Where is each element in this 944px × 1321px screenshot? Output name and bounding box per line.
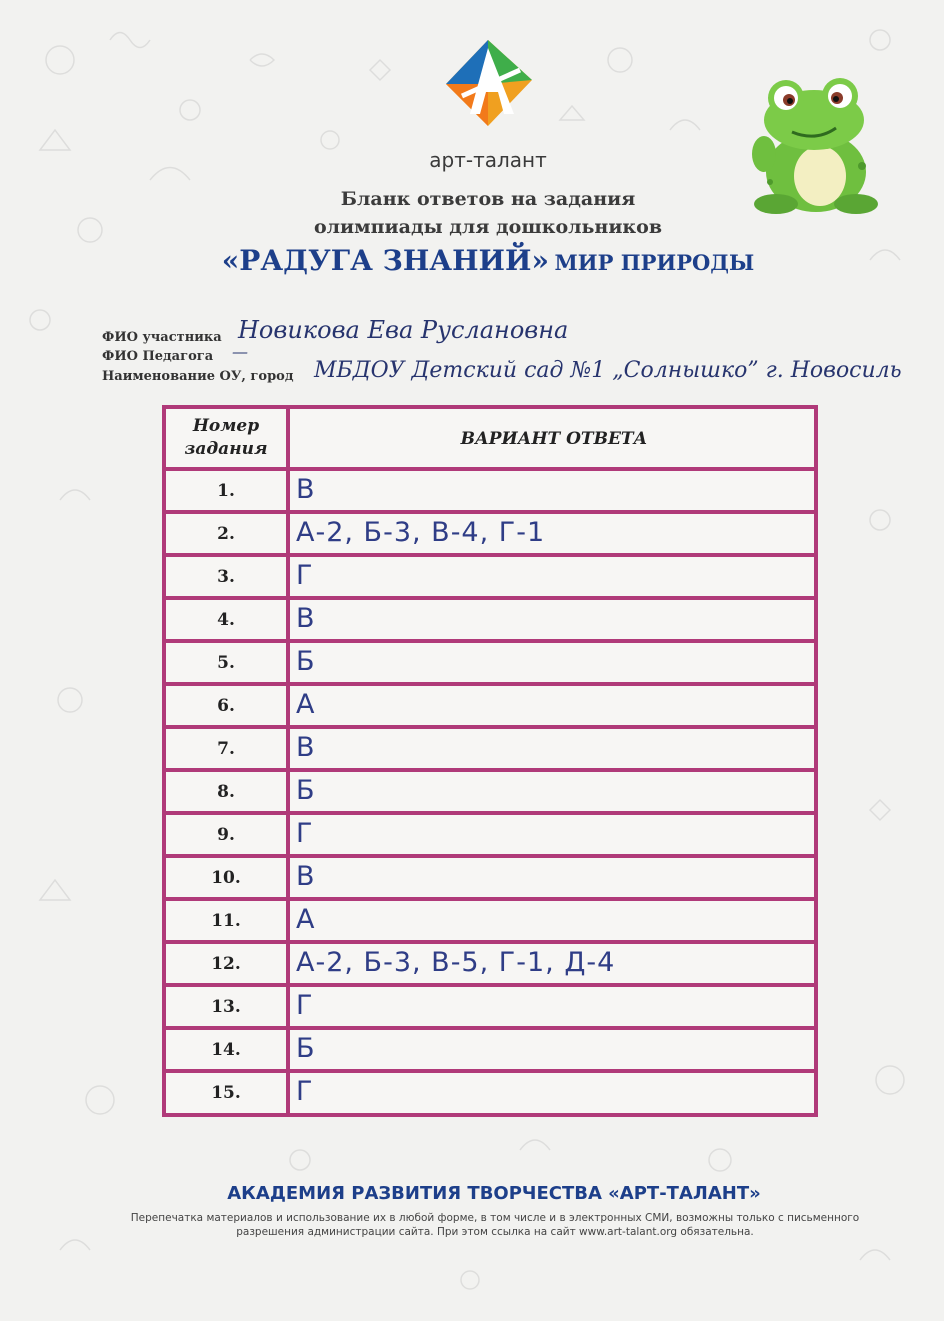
task-answer: Б (296, 646, 316, 677)
task-number: 15. (211, 1083, 241, 1103)
table-row (166, 1030, 814, 1069)
task-answer: Б (296, 1033, 316, 1064)
column-header-number (166, 415, 286, 461)
task-number: 13. (211, 997, 241, 1017)
olympiad-title-main: «РАДУГА ЗНАНИЙ» (221, 244, 549, 277)
task-number: 12. (211, 954, 241, 974)
task-number: 10. (211, 868, 241, 888)
task-answer: Г (296, 990, 314, 1021)
task-answer: А (296, 689, 316, 720)
heading-line-2: олимпиады для дошкольников (313, 216, 663, 238)
table-row (166, 514, 814, 553)
task-number: 14. (211, 1040, 241, 1060)
teacher-name: — (232, 342, 248, 361)
table-row (166, 901, 814, 940)
column-header-number-line-2: задания (184, 439, 268, 459)
task-answer: Г (296, 1076, 314, 1107)
answers-table (162, 405, 818, 1117)
table-row (166, 643, 814, 682)
table-row (166, 1073, 814, 1112)
participant-label: ФИО участника (102, 330, 222, 345)
school-label: Наименование ОУ, город (102, 369, 294, 384)
task-answer: В (296, 474, 316, 505)
task-number: 2. (217, 524, 235, 544)
heading-line-1: Бланк ответов на задания (340, 188, 636, 210)
table-row (166, 987, 814, 1026)
table-row (166, 557, 814, 596)
table-row (166, 729, 814, 768)
task-answer: А (296, 904, 316, 935)
table-row (166, 471, 814, 510)
table-row (166, 600, 814, 639)
school-name: МБДОУ Детский сад №1 „Солнышко” г. Новосиль (314, 358, 902, 383)
column-header-number-line-1: Номер (192, 416, 260, 436)
olympiad-title (0, 244, 944, 277)
brand-name: арт-талант (429, 148, 547, 172)
task-number: 8. (217, 782, 235, 802)
task-number: 6. (217, 696, 235, 716)
task-answer: В (296, 861, 316, 892)
table-row (166, 686, 814, 725)
copyright-notice: Перепечатка материалов и использование их в любой форме, в том числе и в электронных СМИ, возможны только с письменного разрешения администрации сайта. При этом ссылка на сайт www.art-talant.org обязательна. (130, 1212, 860, 1238)
task-number: 1. (217, 481, 235, 501)
column-header-answer: ВАРИАНТ ОТВЕТА (460, 429, 648, 449)
academy-name: АКАДЕМИЯ РАЗВИТИЯ ТВОРЧЕСТВА «АРТ-ТАЛАНТ» (227, 1183, 761, 1204)
task-number: 7. (217, 739, 235, 759)
teacher-label: ФИО Педагога (102, 349, 214, 364)
participant-name: Новикова Ева Руслановна (238, 316, 569, 344)
task-answer: В (296, 732, 316, 763)
task-number: 11. (211, 911, 241, 931)
table-row (166, 815, 814, 854)
task-answer: В (296, 603, 316, 634)
task-answer: А-2, Б-3, В-5, Г-1, Д-4 (296, 947, 616, 978)
task-answer: Г (296, 818, 314, 849)
task-number: 4. (217, 610, 235, 630)
task-answer: Г (296, 560, 314, 591)
task-number: 9. (217, 825, 235, 845)
table-row (166, 772, 814, 811)
table-row (166, 858, 814, 897)
task-answer: А-2, Б-3, В-4, Г-1 (296, 517, 546, 548)
task-number: 3. (217, 567, 235, 587)
table-row (166, 944, 814, 983)
task-number: 5. (217, 653, 235, 673)
task-answer: Б (296, 775, 316, 806)
olympiad-title-sub: МИР ПРИРОДЫ (554, 250, 755, 275)
art-talant-logo (440, 34, 536, 134)
